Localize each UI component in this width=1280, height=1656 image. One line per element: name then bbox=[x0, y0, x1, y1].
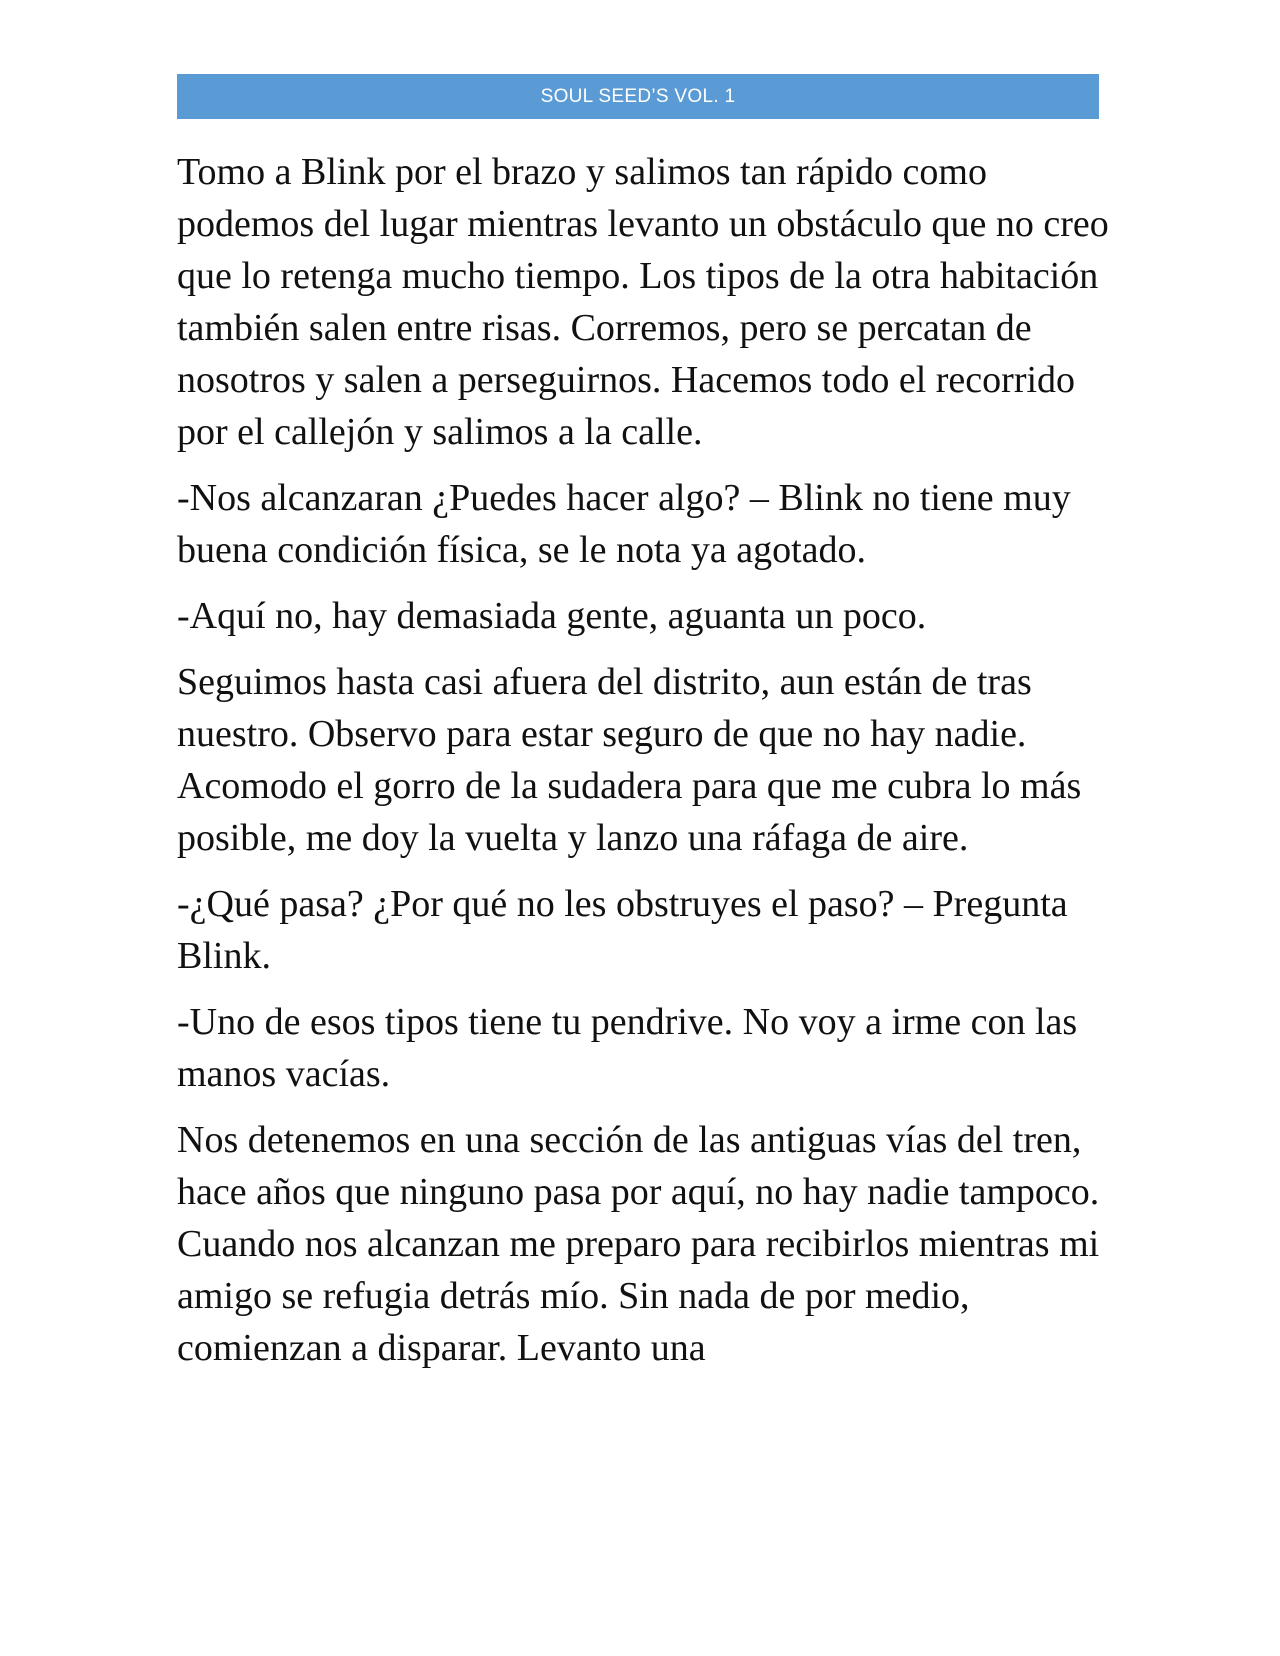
paragraph: Seguimos hasta casi afuera del distrito, aun están de tras nuestro. Observo para estar seguro de que no hay nadie. Acomodo el gorro de la sudadera para que me cubra lo más posible, me doy la vuelta y lanzo una ráfaga de aire. bbox=[177, 661, 1082, 859]
paragraph: Tomo a Blink por el brazo y salimos tan rápido como podemos del lugar mientras levanto un obstáculo que no creo que lo retenga mucho tiempo. Los tipos de la otra habitación también salen entre risas. Corremos, pero se percatan de nosotros y salen a perseguirnos. Hacemos todo el recorrido por el callejón y salimos a la calle. bbox=[177, 151, 1109, 453]
body-text bbox=[177, 146, 1112, 1388]
paragraph: -Uno de esos tipos tiene tu pendrive. No voy a irme con las manos vacías. bbox=[177, 1001, 1078, 1095]
paragraph: -Nos alcanzaran ¿Puedes hacer algo? – Blink no tiene muy buena condición física, se le nota ya agotado. bbox=[177, 477, 1071, 571]
paragraph: Nos detenemos en una sección de las antiguas vías del tren, hace años que ninguno pasa por aquí, no hay nadie tampoco. Cuando nos alcanzan me preparo para recibirlos mientras mi amigo se refugia detrás mío. Sin nada de por medio, comienzan a disparar. Levanto una bbox=[177, 1119, 1100, 1369]
paragraph: -¿Qué pasa? ¿Por qué no les obstruyes el paso? – Pregunta Blink. bbox=[177, 883, 1068, 977]
paragraph: -Aquí no, hay demasiada gente, aguanta un poco. bbox=[177, 595, 927, 637]
running-header bbox=[177, 74, 1099, 119]
header-title: SOUL SEED’S VOL. 1 bbox=[540, 85, 736, 107]
